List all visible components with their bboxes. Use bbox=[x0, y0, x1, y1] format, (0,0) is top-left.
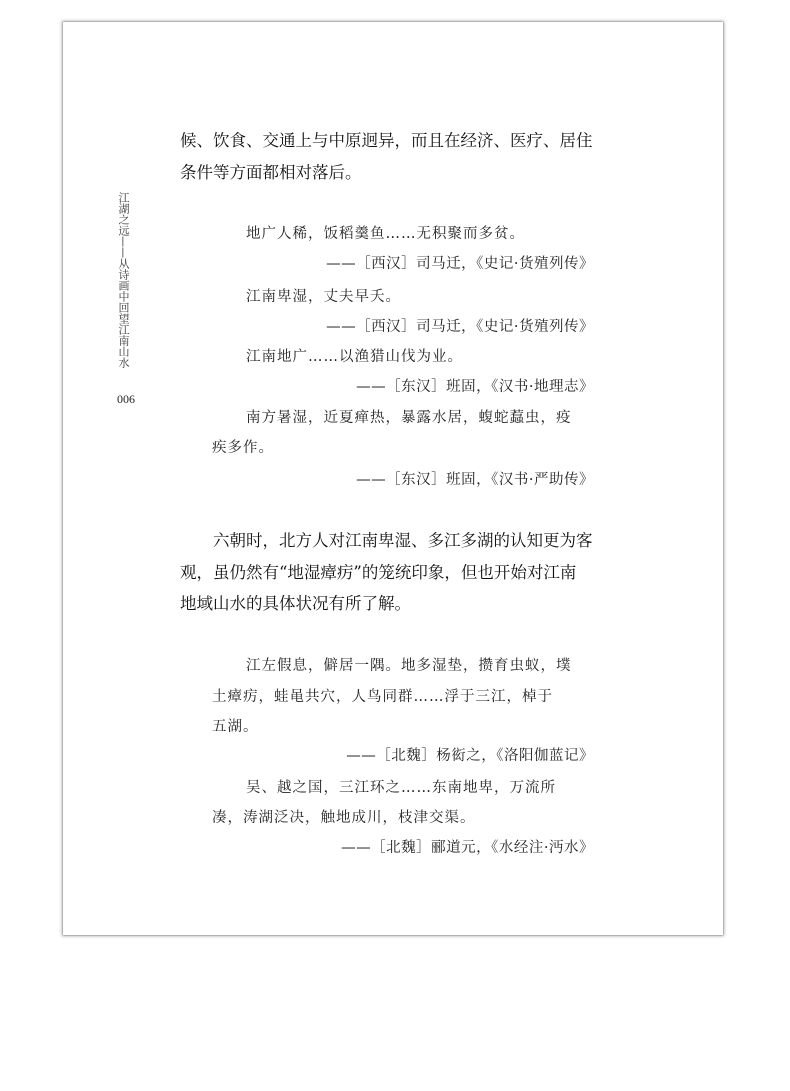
quote-text: 江左假息，僻居一隅。地多湿垫，攒育虫蚁，墣 bbox=[246, 658, 572, 674]
quote-attribution: ——［西汉］司马迁，《史记·货殖列传》 bbox=[326, 319, 594, 335]
running-head: 江湖之远——从诗画中回望江南山水 bbox=[117, 192, 130, 368]
quote-text: 疾多作。 bbox=[212, 440, 274, 456]
quote-text: 凑，涛湖泛决，触地成川，枝津交渠。 bbox=[212, 810, 476, 826]
quote-text: 南方暑湿，近夏瘅热，暴露水居，蝮蛇蠚虫，疫 bbox=[246, 410, 572, 426]
paragraph-line: 条件等方面都相对落后。 bbox=[180, 162, 362, 182]
quote-text: 五湖。 bbox=[212, 719, 259, 735]
paragraph-line: 候、饮食、交通上与中原迥异，而且在经济、医疗、居住 bbox=[180, 131, 593, 150]
quote-attribution: ——［北魏］杨衒之，《洛阳伽蓝记》 bbox=[346, 748, 594, 764]
quote-attribution: ——［东汉］班固，《汉书·地理志》 bbox=[356, 379, 594, 395]
paragraph-1 bbox=[180, 125, 594, 188]
quote-text: 土瘴疠，蛙黾共穴，人鸟同群……浮于三江，棹于 bbox=[212, 689, 553, 705]
quote-text: 吴、越之国，三江环之……东南地卑，万流所 bbox=[246, 780, 556, 796]
quote-attribution: ——［西汉］司马迁，《史记·货殖列传》 bbox=[326, 256, 594, 272]
paragraph-line: 观，虽仍然有“地湿瘴疠”的笼统印象，但也开始对江南 bbox=[180, 562, 577, 582]
quote-text: 江南地广……以渔猎山伐为业。 bbox=[246, 349, 463, 365]
page-number: 006 bbox=[117, 392, 135, 406]
quote-attribution: ——［北魏］郦道元，《水经注·沔水》 bbox=[341, 840, 594, 856]
paragraph-line: 地域山水的具体状况有所了解。 bbox=[180, 594, 411, 613]
paragraph-line: 六朝时，北方人对江南卑湿、多江多湖的认知更为客 bbox=[213, 531, 593, 550]
quote-attribution: ——［东汉］班固，《汉书·严助传》 bbox=[356, 472, 594, 488]
quote-text: 江南卑湿，丈夫早夭。 bbox=[246, 289, 401, 305]
paragraph-2 bbox=[180, 525, 594, 620]
quote-text: 地广人稀，饭稻羹鱼……无积聚而多贫。 bbox=[246, 226, 525, 242]
